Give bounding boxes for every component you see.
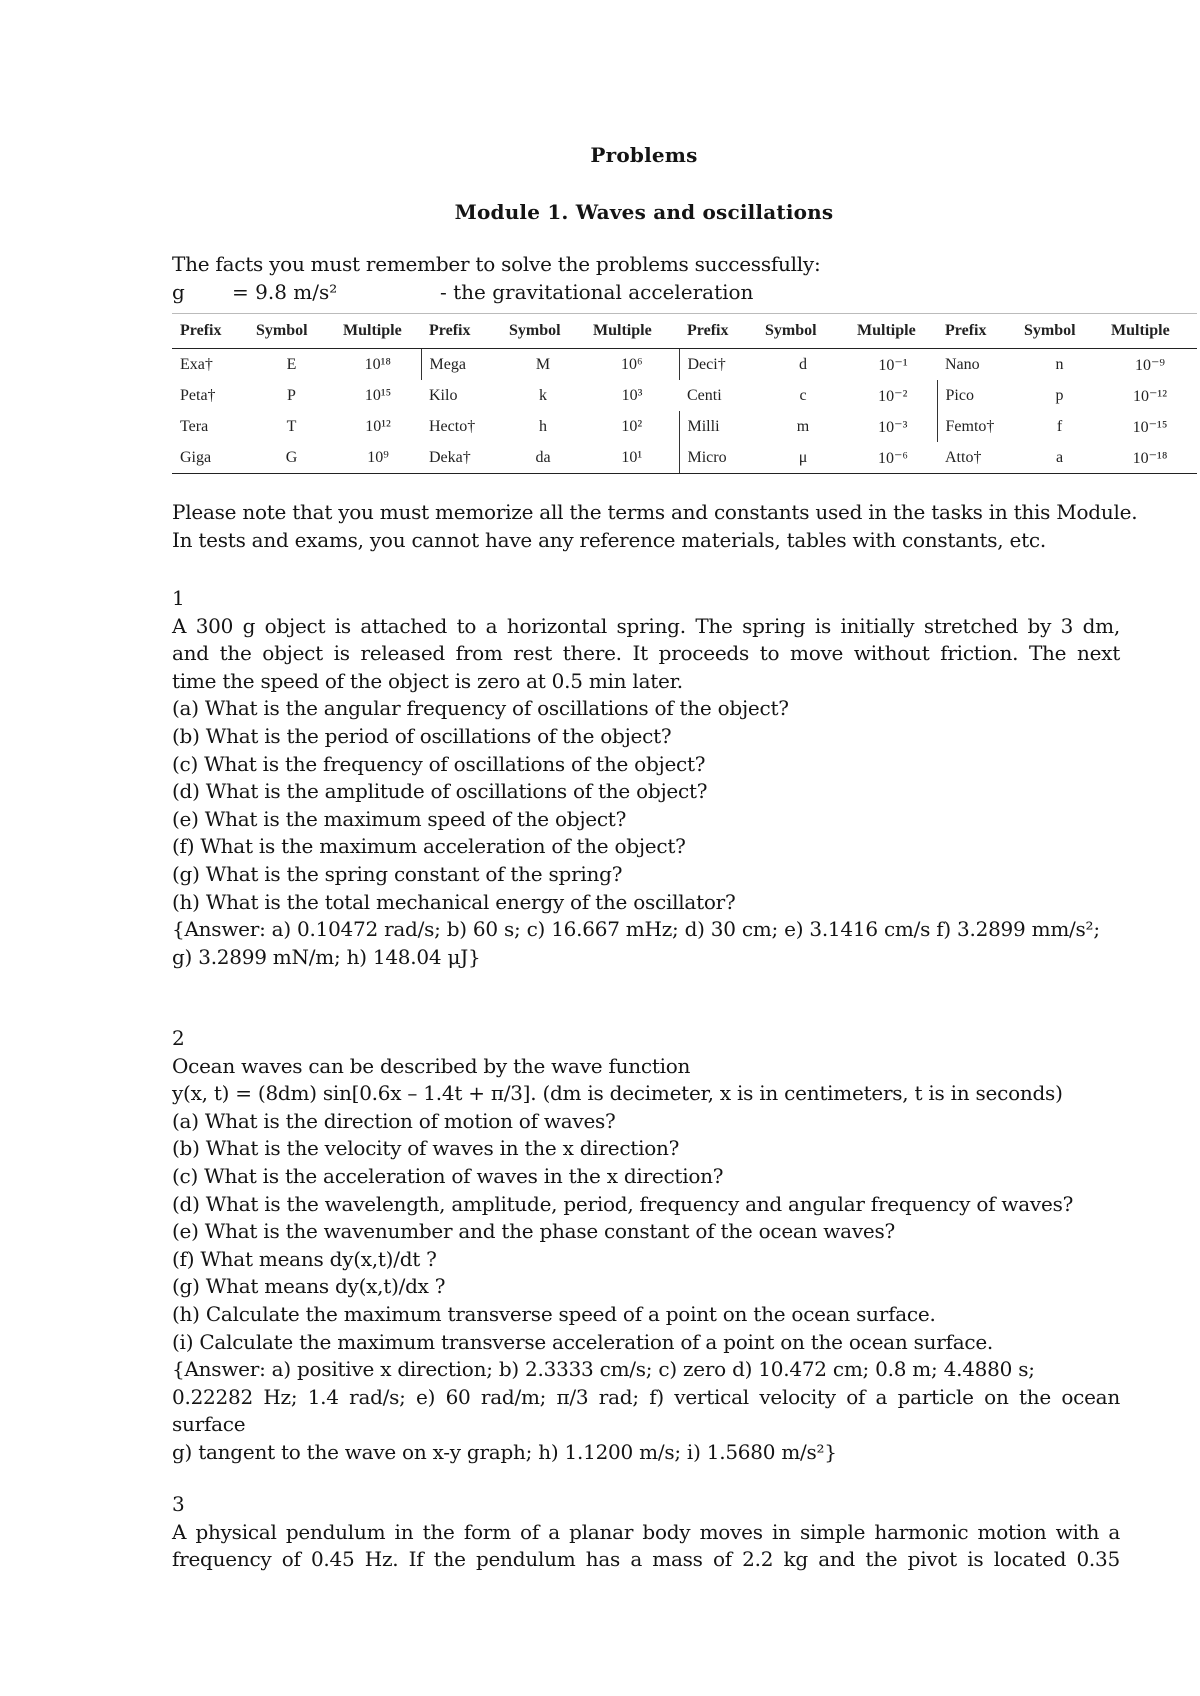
question-line: (d) What is the amplitude of oscillations of the object? bbox=[172, 779, 708, 804]
note-block bbox=[172, 499, 1138, 554]
question-line: (g) What means dy(x,t)/dx ? bbox=[172, 1274, 446, 1299]
gravity-value: = 9.8 m/s² bbox=[232, 279, 338, 304]
table-cell: h bbox=[539, 417, 547, 435]
question-line: (f) What is the maximum acceleration of the object? bbox=[172, 834, 686, 859]
problem-text-line: frequency of 0.45 Hz. If the pendulum has a mass of 2.2 kg and the pivot is located 0.35 bbox=[172, 1547, 1120, 1572]
prefix-table-header-row bbox=[172, 314, 1197, 349]
problem-2 bbox=[172, 1025, 1120, 1467]
problem-1 bbox=[172, 585, 1120, 971]
question-line: (c) What is the acceleration of waves in the x direction? bbox=[172, 1163, 724, 1188]
problem-number: 2 bbox=[172, 1026, 185, 1050]
question-line: (c) What is the frequency of oscillations of the object? bbox=[172, 751, 706, 776]
table-header: Multiple bbox=[585, 314, 679, 349]
question-line: (b) What is the period of oscillations of the object? bbox=[172, 723, 672, 748]
module-title: Module 1. Waves and oscillations bbox=[454, 200, 834, 224]
table-row bbox=[172, 349, 1197, 381]
table-cell: Tera bbox=[180, 417, 209, 435]
table-cell: 10⁻¹⁵ bbox=[1132, 418, 1168, 436]
table-cell: Deci† bbox=[679, 349, 757, 381]
table-row bbox=[172, 380, 1197, 411]
table-cell: E bbox=[286, 355, 297, 373]
table-cell: a bbox=[1016, 442, 1103, 474]
table-header: Prefix bbox=[679, 314, 757, 349]
question-line: (h) What is the total mechanical energy of the oscillator? bbox=[172, 889, 736, 914]
table-cell: 10⁻³ bbox=[878, 418, 908, 436]
table-header: Symbol bbox=[248, 314, 335, 349]
question-line: (e) What is the maximum speed of the object? bbox=[172, 806, 627, 831]
answer-line: {Answer: a) 0.10472 rad/s; b) 60 s; c) 16.667 mHz; d) 30 cm; e) 3.1416 cm/s f) 3.2899 mm/s²; bbox=[172, 917, 1100, 942]
answer-line: {Answer: a) positive x direction; b) 2.3333 cm/s; c) zero d) 10.472 cm; 0.8 m; 4.4880 s; bbox=[172, 1357, 1035, 1382]
question-line: (a) What is the direction of motion of waves? bbox=[172, 1108, 616, 1133]
page-title: Problems bbox=[590, 143, 698, 167]
question-line: (e) What is the wavenumber and the phase constant of the ocean waves? bbox=[172, 1219, 895, 1244]
table-cell: d bbox=[799, 355, 807, 373]
problem-text-line: time the speed of the object is zero at 0.5 min later. bbox=[172, 668, 683, 693]
table-cell: Nano bbox=[945, 355, 980, 373]
table-cell: 10⁻² bbox=[878, 387, 908, 405]
intro-block bbox=[172, 251, 1120, 306]
table-cell: Kilo bbox=[429, 386, 458, 404]
answer-line: g) tangent to the wave on x-y graph; h) 1.1200 m/s; i) 1.5680 m/s²} bbox=[172, 1439, 837, 1464]
gravity-description: - the gravitational acceleration bbox=[440, 279, 754, 304]
intro-text: The facts you must remember to solve the problems successfully: bbox=[172, 252, 821, 276]
problem-text-line: A physical pendulum in the form of a planar body moves in simple harmonic motion with a bbox=[172, 1519, 1120, 1544]
question-line: (f) What means dy(x,t)/dt ? bbox=[172, 1246, 437, 1271]
table-cell: Hecto† bbox=[429, 417, 476, 435]
table-cell: μ bbox=[757, 442, 849, 474]
table-cell: 10¹⁵ bbox=[364, 386, 392, 404]
table-cell: P bbox=[287, 386, 296, 404]
table-header: Symbol bbox=[1016, 314, 1103, 349]
question-line: (d) What is the wavelength, amplitude, period, frequency and angular frequency of waves? bbox=[172, 1191, 1074, 1216]
table-cell: Milli bbox=[679, 411, 757, 442]
table-cell: Peta† bbox=[180, 386, 216, 404]
table-cell: Mega bbox=[421, 349, 501, 381]
table-header: Prefix bbox=[172, 314, 248, 349]
table-cell: 10² bbox=[621, 417, 643, 435]
table-cell: m bbox=[796, 417, 810, 435]
table-header: Prefix bbox=[421, 314, 501, 349]
table-header: Multiple bbox=[1103, 314, 1197, 349]
table-cell: M bbox=[535, 355, 551, 373]
table-cell: 10¹⁸ bbox=[364, 355, 391, 373]
table-cell: 10⁶ bbox=[620, 355, 643, 373]
prefix-table bbox=[172, 313, 1197, 474]
question-line: (a) What is the angular frequency of oscillations of the object? bbox=[172, 696, 789, 721]
table-cell: 10⁻¹⁸ bbox=[1103, 442, 1197, 474]
table-cell: n bbox=[1055, 355, 1064, 373]
table-cell: 10⁹ bbox=[335, 442, 421, 474]
problem-3 bbox=[172, 1491, 1120, 1574]
question-line: (i) Calculate the maximum transverse acceleration of a point on the ocean surface. bbox=[172, 1329, 994, 1354]
table-cell: Femto† bbox=[937, 411, 1016, 442]
table-cell: T bbox=[286, 417, 297, 435]
answer-line: 0.22282 Hz; 1.4 rad/s; e) 60 rad/m; π/3 rad; f) vertical velocity of a particle on the ocean surface bbox=[172, 1384, 1120, 1437]
table-cell: Centi bbox=[687, 386, 722, 404]
note-line: Please note that you must memorize all the terms and constants used in the tasks in this Module. bbox=[172, 500, 1138, 524]
wave-function-line: y(x, t) = (8dm) sin[0.6x – 1.4t + π/3]. (dm is decimeter, x is in centimeters, t is in seconds) bbox=[172, 1081, 1063, 1106]
table-cell: Atto† bbox=[937, 442, 1016, 474]
table-cell: Giga bbox=[172, 442, 248, 474]
table-cell: Micro bbox=[679, 442, 757, 474]
table-cell: c bbox=[799, 386, 807, 404]
gravity-line bbox=[172, 279, 1120, 306]
question-line: (h) Calculate the maximum transverse speed of a point on the ocean surface. bbox=[172, 1301, 936, 1326]
question-line: (g) What is the spring constant of the spring? bbox=[172, 861, 623, 886]
problem-number: 1 bbox=[172, 586, 185, 610]
table-cell: 10⁻⁶ bbox=[849, 442, 937, 474]
table-header: Multiple bbox=[849, 314, 937, 349]
table-cell: 10¹² bbox=[365, 417, 391, 435]
problem-number: 3 bbox=[172, 1492, 185, 1516]
table-cell: 10¹ bbox=[585, 442, 679, 474]
table-cell: p bbox=[1055, 386, 1064, 404]
table-cell: Pico bbox=[937, 380, 1016, 411]
table-cell: 10³ bbox=[621, 386, 643, 404]
answer-line: g) 3.2899 mN/m; h) 148.04 μJ} bbox=[172, 944, 481, 969]
table-cell: 10⁻¹ bbox=[878, 356, 908, 374]
table-header: Symbol bbox=[501, 314, 585, 349]
problem-text-line: A 300 g object is attached to a horizontal spring. The spring is initially stretched by 3 dm, bbox=[172, 613, 1120, 638]
problem-text-line: Ocean waves can be described by the wave function bbox=[172, 1053, 691, 1078]
table-cell: 10⁻⁹ bbox=[1134, 356, 1166, 374]
note-line: In tests and exams, you cannot have any reference materials, tables with constants, etc. bbox=[172, 527, 1046, 552]
table-cell: Exa† bbox=[180, 355, 213, 373]
table-row bbox=[172, 442, 1197, 474]
problem-text-line: and the object is released from rest there. It proceeds to move without friction. The next bbox=[172, 641, 1120, 666]
table-header: Multiple bbox=[335, 314, 421, 349]
table-row bbox=[172, 411, 1197, 442]
table-cell: G bbox=[248, 442, 335, 474]
table-cell: Deka† bbox=[421, 442, 501, 474]
question-line: (b) What is the velocity of waves in the x direction? bbox=[172, 1136, 680, 1161]
table-cell: f bbox=[1056, 417, 1063, 435]
gravity-symbol: g bbox=[172, 279, 185, 304]
table-cell: k bbox=[539, 386, 547, 404]
table-header: Symbol bbox=[757, 314, 849, 349]
table-cell: da bbox=[501, 442, 585, 474]
table-cell: 10⁻¹² bbox=[1132, 387, 1168, 405]
table-header: Prefix bbox=[937, 314, 1016, 349]
